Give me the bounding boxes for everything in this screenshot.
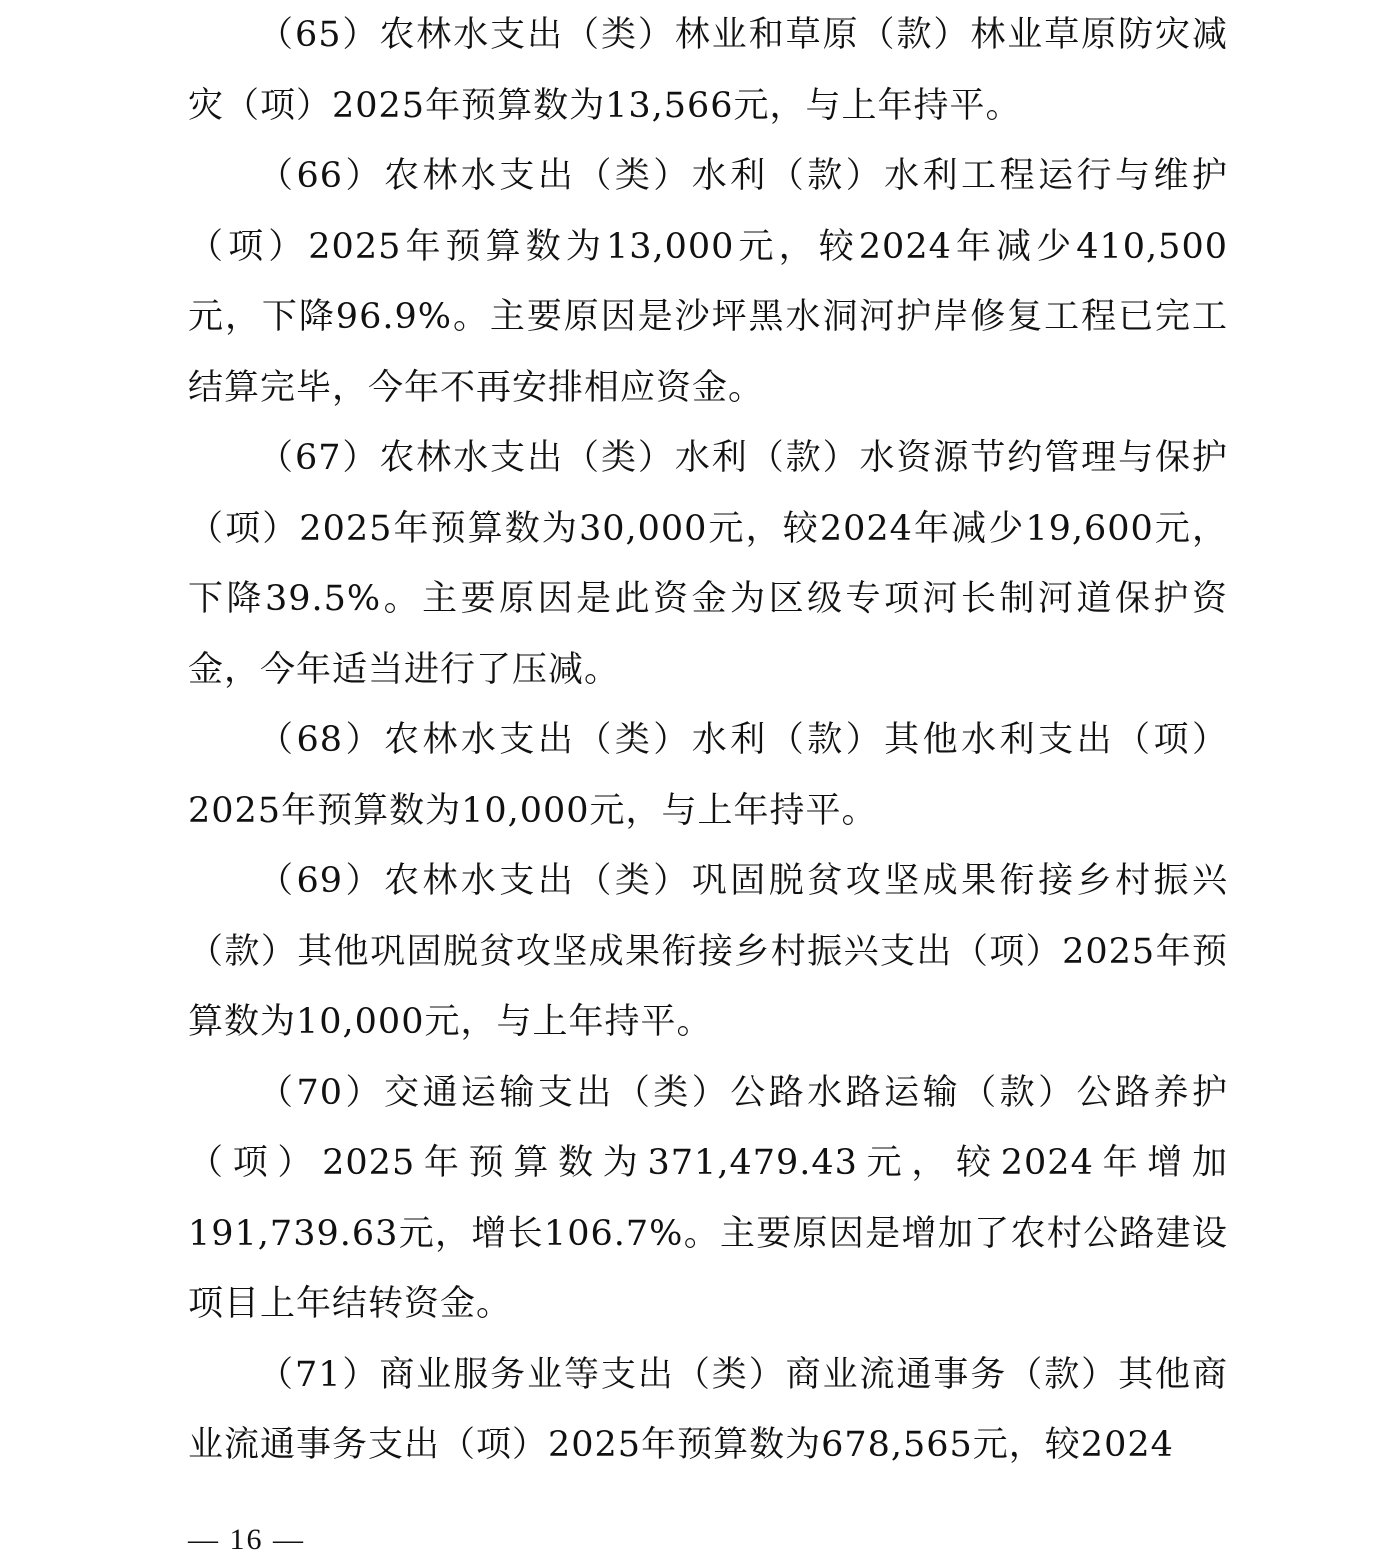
- paragraph-69: （69）农林水支出（类）巩固脱贫攻坚成果衔接乡村振兴（款）其他巩固脱贫攻坚成果衔接乡村振兴支出（项）2025年预算数为10,000元，与上年持平。: [188, 861, 1228, 1042]
- paragraph-65: （65）农林水支出（类）林业和草原（款）林业草原防灾减灾（项）2025年预算数为13,566元，与上年持平。: [188, 15, 1228, 126]
- document-body: [188, 0, 1228, 1481]
- page-number: — 16 —: [188, 1523, 305, 1556]
- paragraph-67: （67）农林水支出（类）水利（款）水资源节约管理与保护（项）2025年预算数为30,000元，较2024年减少19,600元，下降39.5%。主要原因是此资金为区级专项河长制河道保护资金，今年适当进行了压减。: [188, 438, 1228, 690]
- paragraph-70: （70）交通运输支出（类）公路水路运输（款）公路养护（项）2025年预算数为371,479.43元，较2024年增加191,739.63元，增长106.7%。主要原因是增加了农村公路建设项目上年结转资金。: [188, 1072, 1228, 1324]
- paragraph-66: （66）农林水支出（类）水利（款）水利工程运行与维护（项）2025年预算数为13,000元，较2024年减少410,500元，下降96.9%。主要原因是沙坪黑水洞河护岸修复工程已完工结算完毕，今年不再安排相应资金。: [188, 156, 1228, 408]
- paragraph-68: （68）农林水支出（类）水利（款）其他水利支出（项）2025年预算数为10,000元，与上年持平。: [188, 720, 1228, 831]
- paragraph-71: （71）商业服务业等支出（类）商业流通事务（款）其他商业流通事务支出（项）2025年预算数为678,565元，较2024: [188, 1354, 1228, 1465]
